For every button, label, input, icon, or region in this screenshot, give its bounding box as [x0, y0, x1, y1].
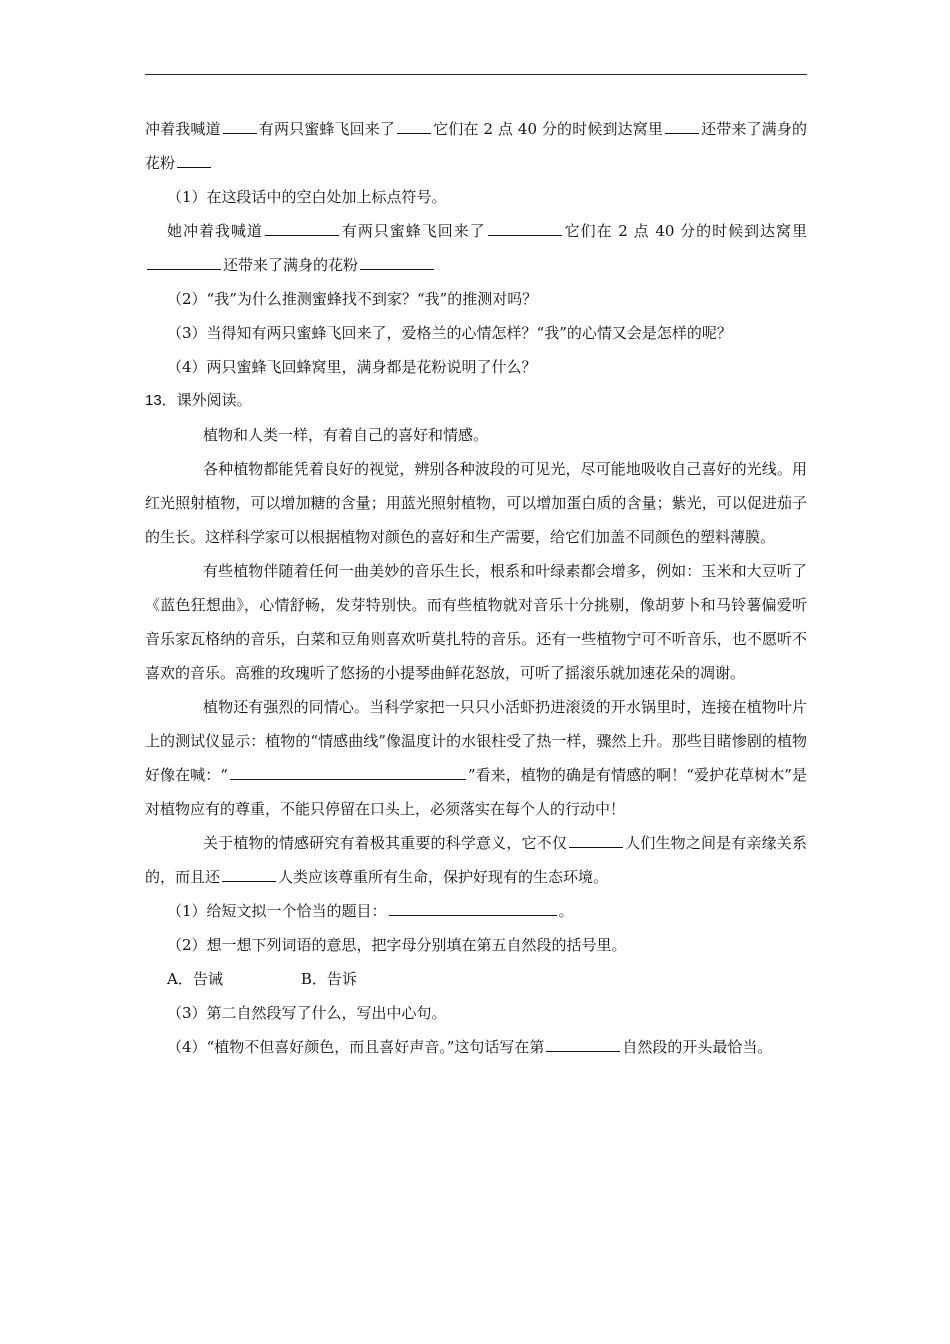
answer-blank[interactable] [389, 899, 557, 916]
answer-blank[interactable] [223, 117, 257, 134]
paragraph-text: 关于植物的情感研究有着极其重要的科学意义，它不仅 [203, 834, 567, 852]
header-rule [145, 74, 807, 75]
fill-text: 它们在 2 点 40 分的时候到达窝里 [563, 222, 807, 240]
fill-text: 有两只蜜蜂飞回来了 [340, 222, 486, 240]
passage-text: 冲着我喊道 [145, 120, 221, 138]
passage-text: 还带来了满身的花粉 [145, 120, 807, 172]
q13-sub2: （2）想一想下列词语的意思，把字母分别填在第五自然段的括号里。 [167, 936, 627, 954]
q12-sub2: （2）“我”为什么推测蜜蜂找不到家？“我”的推测对吗？ [167, 290, 538, 308]
answer-blank[interactable] [177, 151, 211, 168]
paragraph-text: ”看来，植物的确是有情感的啊！“爱护花草树木”是对植物应有的尊重，不能只停留在口头上，必须落实在每个人的行动中！ [145, 766, 807, 818]
q13-paragraph-2: 各种植物都能凭着良好的视觉，辨别各种波段的可见光，尽可能地吸收自己喜好的光线。用红光照射植物，可以增加糖的含量；用蓝光照射植物，可以增加蛋白质的含量；紫光，可以促进茄子的生长。这样科学家可以根据植物对颜色的喜好和生产需要，给它们加盖不同颜色的塑料薄膜。 [145, 460, 807, 546]
answer-blank[interactable] [147, 253, 221, 270]
paragraph-text: 植物还有强烈的同情心。当科学家把一只只小活虾扔进滚烫的开水锅里时，连接在植物叶片上的测试仪显示：植物的“情感曲线”像温度计的水银柱受了热一样，骤然上升。那些目睹惨剧的植物好像在喊：“ [145, 698, 807, 784]
option-a: A．告诫 [167, 970, 223, 988]
answer-blank[interactable] [665, 117, 699, 134]
answer-blank[interactable] [230, 763, 466, 780]
q13-title: 13．课外阅读。 [145, 392, 252, 409]
q13-paragraph-5 [145, 826, 807, 894]
question-text: 。 [558, 902, 574, 920]
q13-paragraph-3: 有些植物伴随着任何一曲美妙的音乐生长，根系和叶绿素都会增多，例如：玉米和大豆听了《蓝色狂想曲》，心情舒畅，发芽特别快。而有些植物就对音乐十分挑剔，像胡萝卜和马铃薯偏爱听音乐家瓦格纳的音乐，白菜和豆角则喜欢听莫扎特的音乐。还有一些植物宁可不听音乐，也不愿听不喜欢的音乐。高雅的玫瑰听了悠扬的小提琴曲鲜花怒放，可听了摇滚乐就加速花朵的凋谢。 [145, 562, 807, 682]
option-b: B．告诉 [300, 970, 357, 988]
q12-sub3: （3）当得知有两只蜜蜂飞回来了，爱格兰的心情怎样？“我”的心情又会是怎样的呢？ [167, 324, 732, 342]
question-text: （4）“植物不但喜好颜色，而且喜好声音。”这句话写在第 [167, 1038, 545, 1056]
answer-blank[interactable] [546, 1035, 620, 1052]
q13-sub1 [145, 894, 807, 928]
q13-paragraph-1: 植物和人类一样，有着自己的喜好和情感。 [203, 426, 489, 444]
passage-tail [145, 112, 807, 180]
answer-blank[interactable] [488, 219, 562, 236]
paragraph-text: 人类应该尊重所有生命，保护好现有的生态环境。 [278, 868, 609, 886]
q12-sub1: （1）在这段话中的空白处加上标点符号。 [167, 188, 447, 206]
answer-blank[interactable] [569, 831, 623, 848]
question-text: （1）给短文拟一个恰当的题目： [167, 902, 387, 920]
answer-blank[interactable] [397, 117, 431, 134]
fill-text: 她冲着我喊道 [167, 222, 263, 240]
fill-text: 还带来了满身的花粉 [223, 256, 359, 274]
question-text: 自然段的开头最恰当。 [622, 1038, 773, 1056]
q13-options [145, 962, 807, 996]
q13-sub3: （3）第二自然段写了什么，写出中心句。 [167, 1004, 447, 1022]
paragraph-text: 人们生物之间是有亲缘关系的，而且还 [145, 834, 807, 886]
q13-sub4 [145, 1030, 807, 1064]
q13-paragraph-4 [145, 690, 807, 826]
q12-sub4: （4）两只蜜蜂飞回蜂窝里，满身都是花粉说明了什么？ [167, 358, 537, 376]
passage-text: 它们在 2 点 40 分的时候到达窝里 [433, 120, 664, 138]
q12-fill-sentence [145, 214, 807, 282]
answer-blank[interactable] [360, 253, 434, 270]
answer-blank[interactable] [222, 865, 276, 882]
answer-blank[interactable] [265, 219, 339, 236]
worksheet-content [145, 112, 807, 1064]
passage-text: 有两只蜜蜂飞回来了 [258, 120, 396, 138]
